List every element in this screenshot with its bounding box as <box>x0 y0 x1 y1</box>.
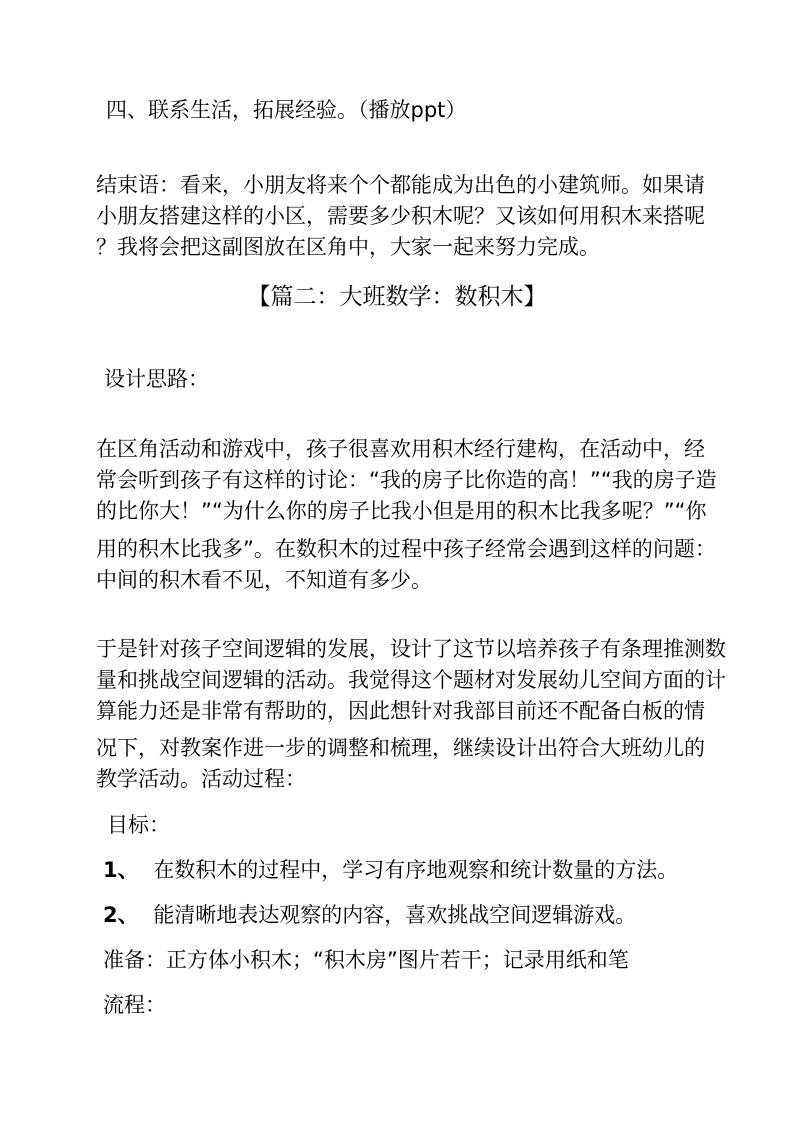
paragraph-line: 的比你大！”“为什么你的房子比我小但是用的积木比我多呢？”“你 <box>96 499 707 523</box>
paragraph-line: 常会听到孩子有这样的讨论：“我的房子比你造的高！”“我的房子造 <box>96 468 717 492</box>
goal-number: 2、 <box>103 903 139 927</box>
paragraph-line: 教学活动。活动过程： <box>96 767 306 791</box>
paragraph-line: 算能力还是非常有帮助的，因此想针对我部目前还不配备白板的情 <box>96 699 705 723</box>
paragraph-line: 用的积木比我多”。在数积木的过程中孩子经常会遇到这样的问题： <box>96 537 716 561</box>
part2-title: 【篇二：大班数学：数积木】 <box>247 284 547 310</box>
goal-text: 在数积木的过程中，学习有序地观察和统计数量的方法。 <box>153 858 679 882</box>
design-label: 设计思路： <box>104 367 209 391</box>
goal-text: 能清晰地表达观察的内容，喜欢挑战空间逻辑游戏。 <box>153 903 637 927</box>
goals-label: 目标： <box>107 813 170 837</box>
section4-heading: 四、联系生活，拓展经验。（播放ppt） <box>106 98 467 122</box>
paragraph-line: 量和挑战空间逻辑的活动。我觉得这个题材对发展幼儿空间方面的计 <box>96 668 726 692</box>
closing-line: ？我将会把这副图放在区角中，大家一起来努力完成。 <box>96 235 600 259</box>
paragraph-line: 在区角活动和游戏中，孩子很喜欢用积木经行建构，在活动中，经 <box>96 437 705 461</box>
paragraph-line: 况下，对教案作进一步的调整和梳理，继续设计出符合大班幼儿的 <box>96 736 705 760</box>
paragraph-line: 中间的积木看不见，不知道有多少。 <box>96 568 432 592</box>
goal-item <box>103 902 636 928</box>
preparation-line: 准备：正方体小积木；“积木房”图片若干；记录用纸和笔 <box>103 948 629 972</box>
goal-item <box>103 857 678 883</box>
paragraph-line: 于是针对孩子空间逻辑的发展，设计了这节以培养孩子有条理推测数 <box>96 637 726 661</box>
process-label: 流程： <box>103 993 166 1017</box>
closing-line: 结束语：看来，小朋友将来个个都能成为出色的小建筑师。如果请 <box>96 173 705 197</box>
closing-line: 小朋友搭建这样的小区，需要多少积木呢？又该如何用积木来搭呢 <box>96 204 705 228</box>
goal-number: 1、 <box>103 858 139 882</box>
